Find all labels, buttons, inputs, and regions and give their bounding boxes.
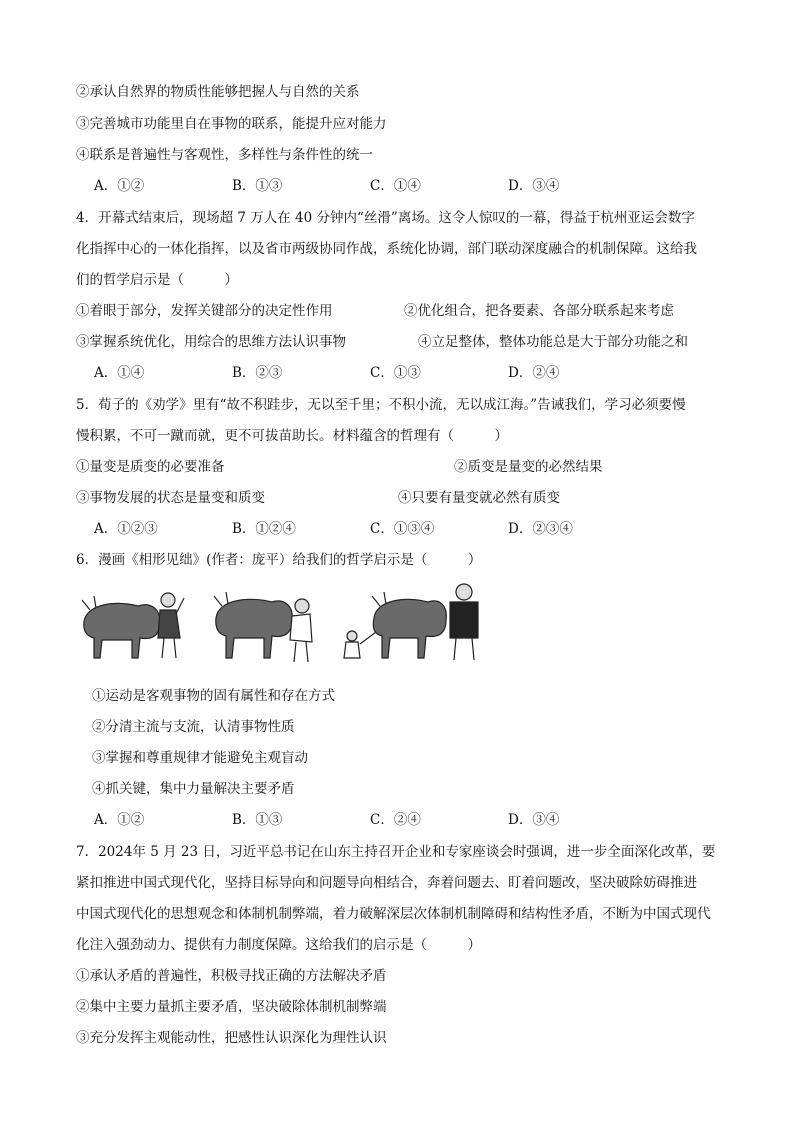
q5-statement-1: ①量变是质变的必要准备: [76, 459, 225, 475]
q6-stem-line-1: 6．漫画《相形见绌》(作者：庞平）给我们的哲学启示是（ ）: [76, 552, 482, 568]
q5-statement-2: ②质变是量变的必然结果: [454, 459, 603, 475]
q3-statement-3: ③完善城市功能里自在事物的联系，能提升应对能力: [76, 116, 387, 132]
q7-stem-line-2: 紧扣推进中国式现代化，坚持目标导向和问题导向相结合，奔着问题去、盯着问题改，坚决破除妨碍推进: [76, 875, 697, 891]
big-man-head-3: [456, 584, 472, 600]
q6-options: [94, 810, 646, 830]
q4-statement-2: ②优化组合，把各要素、各部分联系起来考虑: [404, 303, 674, 319]
q4-statement-3: ③掌握系统优化，用综合的思维方法认识事物: [76, 334, 346, 350]
q5-statement-4: ④只要有量变就必然有质变: [398, 490, 560, 506]
q7-statement-1: ①承认矛盾的普遍性，积极寻找正确的方法解决矛盾: [76, 968, 387, 984]
q3-option-c[interactable]: C．①④: [370, 178, 421, 194]
q6-statement-2: ②分清主流与支流，认清事物性质: [92, 719, 295, 735]
q6-option-d[interactable]: D．③④: [508, 812, 560, 828]
q7-stem-line-3: 中国式现代化的思想观念和体制机制弊端，着力破解深层次体制机制障碍和结构性矛盾，不断为中国式现代: [76, 906, 711, 922]
q5-option-d[interactable]: D．②③④: [508, 521, 573, 537]
big-man-legs-3: [454, 638, 474, 660]
q6-statement-4: ④抓关键，集中力量解决主要矛盾: [92, 781, 295, 797]
man-body-1: [158, 610, 180, 638]
q4-option-b[interactable]: B．②③: [232, 365, 283, 381]
q6-statement-1: ①运动是客观事物的固有属性和存在方式: [92, 688, 335, 704]
rope-3: [360, 632, 376, 644]
q3-option-a[interactable]: A．①②: [94, 178, 145, 194]
q7-stem-line-4: 化注入强劲动力、提供有力制度保障。这给我们的启示是（ ）: [76, 937, 481, 953]
q6-option-b[interactable]: B．①③: [232, 812, 283, 828]
q4-stem-line-3: 们的哲学启示是（ ）: [76, 272, 238, 288]
ox-body-1: [84, 603, 160, 658]
q3-option-d[interactable]: D．③④: [508, 178, 560, 194]
q4-option-c[interactable]: C．①③: [370, 365, 421, 381]
q4-statement-1: ①着眼于部分，发挥关键部分的决定性作用: [76, 303, 333, 319]
ox-body-2: [216, 599, 292, 658]
q4-statement-4: ④立足整体，整体功能总是大于部分功能之和: [418, 334, 688, 350]
man-arm-1: [176, 598, 184, 614]
q5-stem-line-2: 慢积累，不可一蹴而就，更不可拔苗助长。材料蕴含的哲理有（ ）: [76, 428, 508, 444]
q3-option-b[interactable]: B．①③: [232, 178, 283, 194]
big-man-body-3: [450, 602, 478, 638]
man-legs-1: [162, 638, 176, 658]
q5-stem-line-1: 5．荀子的《劝学》里有“故不积跬步，无以至千里；不积小流，无以成江海。”告诫我们，学习必须要慢: [76, 397, 686, 413]
q5-statement-3: ③事物发展的状态是量变和质变: [76, 490, 265, 506]
q4-options: [94, 363, 646, 383]
q7-statement-3: ③充分发挥主观能动性，把感性认识深化为理性认识: [76, 1030, 387, 1046]
man-body-2: [290, 614, 312, 642]
q4-stem-line-1: 4．开幕式结束后，现场超 7 万人在 40 分钟内“丝滑”离场。这令人惊叹的一幕，得益于杭州亚运会数字: [76, 210, 695, 226]
q4-stem-line-2: 化指挥中心的一体化指挥，以及省市两级协同作战，系统化协调，部门联动深度融合的机制保障。这给我: [76, 241, 697, 257]
q3-statement-4: ④联系是普遍性与客观性，多样性与条件性的统一: [76, 147, 373, 163]
q4-option-d[interactable]: D．②④: [508, 365, 560, 381]
man-legs-2: [294, 642, 308, 662]
small-man-head-3: [347, 631, 357, 641]
q7-stem-line-1: 7．2024年 5 月 23 日，习近平总书记在山东主持召开企业和专家座谈会时强调，进一步全面深化改革，要: [76, 844, 716, 860]
q5-options: [94, 519, 646, 539]
q3-statement-2: ②承认自然界的物质性能够把握人与自然的关系: [76, 84, 360, 100]
q6-option-a[interactable]: A．①②: [94, 812, 145, 828]
q7-statement-2: ②集中主要力量抓主要矛盾，坚决破除体制机制弊端: [76, 999, 387, 1015]
cartoon-image: [76, 578, 480, 670]
q6-option-c[interactable]: C．②④: [370, 812, 421, 828]
ox-body-3: [373, 599, 446, 658]
q3-options: [94, 176, 646, 196]
q5-option-c[interactable]: C．①③④: [370, 521, 435, 537]
q4-option-a[interactable]: A．①④: [94, 365, 145, 381]
q5-option-a[interactable]: A．①②③: [94, 521, 158, 537]
q5-option-b[interactable]: B．①②④: [232, 521, 296, 537]
man-head-2: [295, 599, 309, 613]
q6-statement-3: ③掌握和尊重规律才能避免主观盲动: [92, 750, 308, 766]
man-head-1: [161, 593, 175, 607]
small-man-body-3: [344, 642, 360, 658]
